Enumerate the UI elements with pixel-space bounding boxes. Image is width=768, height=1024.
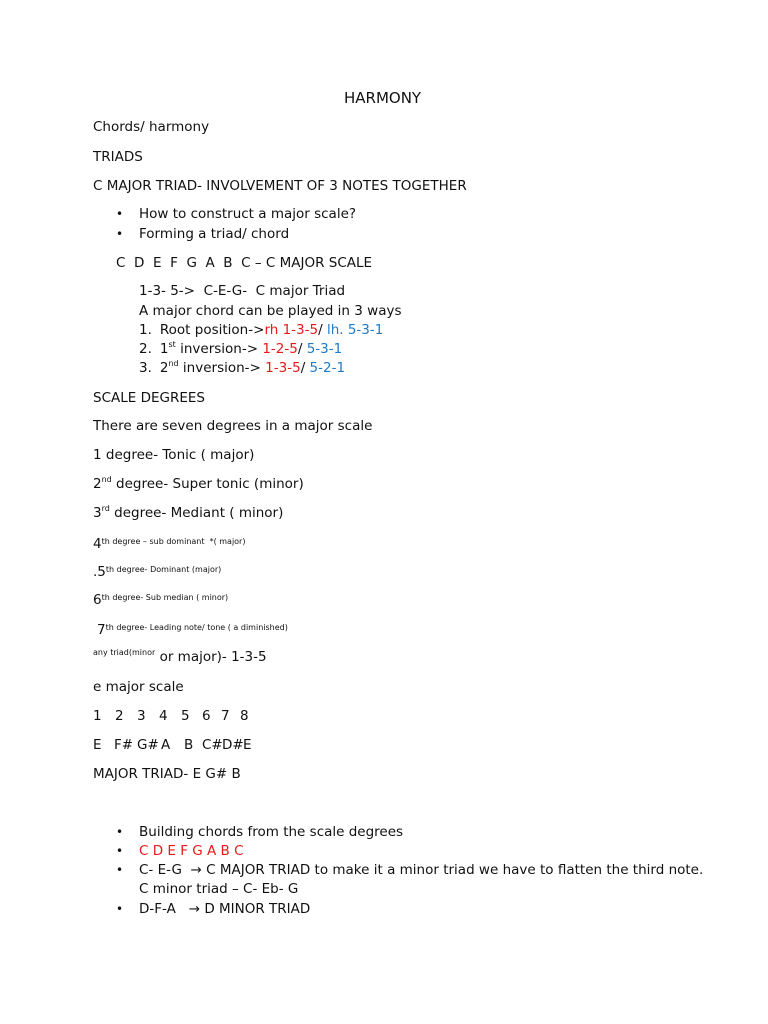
bullet-text: D MINOR TRIAD [200, 901, 311, 917]
scale-note: F# [114, 737, 134, 753]
scale-note: B [184, 737, 194, 753]
degree-3 [93, 504, 284, 521]
list-number: 1. [139, 322, 152, 338]
right-arrow-icon: → [188, 901, 201, 917]
scale-number: 4 [159, 708, 168, 724]
scale-note: A [161, 737, 171, 753]
way-label: 2 [159, 360, 169, 376]
degree-small-text: th degree- Leading note/ tone ( a diminished) [105, 623, 288, 632]
scale-degrees-heading: SCALE DEGREES [93, 390, 205, 406]
scale-number: 7 [221, 708, 230, 724]
way-item-1 [139, 324, 383, 338]
major-triad-e: MAJOR TRIAD- E G# B [93, 766, 241, 782]
separator: / [297, 341, 307, 357]
degree-6 [93, 594, 228, 608]
bullet-text: C- E-G [139, 862, 191, 878]
degree-5 [93, 566, 221, 580]
ordinal-suffix: nd [168, 359, 179, 368]
e-major-scale-label: e major scale [93, 679, 184, 695]
degree-small-text: th degree- Sub median ( minor) [101, 593, 229, 602]
degree-number: 2 [93, 476, 102, 492]
any-triad-text: or major)- 1-3-5 [155, 649, 267, 665]
scale-note: E [93, 737, 102, 753]
small-text: any triad(minor [93, 648, 156, 657]
left-hand-fingering: lh. 5-3-1 [326, 322, 384, 338]
ordinal-suffix: st [168, 340, 176, 349]
bullet-dot: • [116, 844, 124, 858]
way-label: Root position-> [159, 322, 265, 338]
bullet-item: How to construct a major scale? [139, 206, 357, 222]
triad-formula: 1-3- 5-> C-E-G- C major Triad [139, 283, 346, 299]
degree-number: 6 [93, 592, 102, 608]
bullet-item [139, 864, 703, 878]
bullet-item: Building chords from the scale degrees [139, 824, 404, 840]
heading-triads: TRIADS [93, 149, 143, 165]
bullet-dot: • [116, 902, 124, 916]
left-hand-fingering: 5-3-1 [306, 341, 343, 357]
right-hand-fingering: 1-2-5 [262, 341, 298, 357]
scale-note: D# [222, 737, 244, 753]
scale-number: 5 [181, 708, 190, 724]
separator: / [300, 360, 310, 376]
bullet-text: C MAJOR TRIAD to make it a minor triad we have to flatten the third note. [201, 862, 704, 878]
degree-number: 7 [97, 622, 106, 638]
c-major-scale-line: C D E F G A B C – C MAJOR SCALE [116, 255, 373, 271]
bullet-item-continuation: C minor triad – C- Eb- G [139, 881, 299, 897]
degree-4 [93, 538, 245, 552]
degree-text: degree- Mediant ( minor) [109, 505, 284, 521]
scale-number: 8 [240, 708, 249, 724]
page-title: HARMONY [344, 89, 422, 107]
way-label: 1 [159, 341, 169, 357]
any-triad-line [93, 648, 267, 665]
c-major-triad-definition: C MAJOR TRIAD- INVOLVEMENT OF 3 NOTES TOGETHER [93, 178, 467, 194]
way-item-2 [139, 340, 343, 357]
degree-1: 1 degree- Tonic ( major) [93, 447, 255, 463]
scale-number: 2 [115, 708, 124, 724]
bullet-dot: • [116, 825, 124, 839]
degree-number: 4 [93, 536, 102, 552]
right-hand-fingering: rh 1-3-5 [264, 322, 319, 338]
bullet-item [139, 903, 310, 917]
degree-text: degree- Super tonic (minor) [111, 476, 304, 492]
way-label: inversion-> [178, 360, 266, 376]
bullet-text: D-F-A [139, 901, 189, 917]
ordinal-suffix: nd [101, 475, 112, 484]
degree-7 [97, 624, 288, 638]
bullet-dot: • [116, 863, 124, 877]
bullet-dot: • [116, 227, 124, 241]
heading-chords: Chords/ harmony [93, 119, 210, 135]
degree-number: .5 [93, 564, 106, 580]
way-item-3 [139, 359, 346, 376]
bullet-item-red: C D E F G A B C [139, 843, 244, 859]
scale-note: E [243, 737, 252, 753]
ordinal-suffix: rd [101, 504, 110, 513]
list-number: 3. [139, 360, 152, 376]
scale-note: G# [137, 737, 159, 753]
ways-intro: A major chord can be played in 3 ways [139, 303, 402, 319]
list-number: 2. [139, 341, 152, 357]
separator: / [318, 322, 327, 338]
scale-number: 3 [137, 708, 146, 724]
bullet-item: Forming a triad/ chord [139, 226, 290, 242]
scale-number: 6 [202, 708, 211, 724]
degree-small-text: th degree- Dominant (major) [105, 565, 222, 574]
degree-2 [93, 475, 304, 492]
left-hand-fingering: 5-2-1 [309, 360, 346, 376]
seven-degrees-line: There are seven degrees in a major scale [93, 418, 373, 434]
right-arrow-icon: → [190, 862, 202, 878]
right-hand-fingering: 1-3-5 [265, 360, 301, 376]
bullet-dot: • [116, 207, 124, 221]
scale-note: C# [202, 737, 223, 753]
way-label: inversion-> [175, 341, 263, 357]
degree-small-text: th degree – sub dominant *( major) [101, 537, 246, 546]
degree-number: 3 [93, 505, 102, 521]
scale-number: 1 [93, 708, 102, 724]
